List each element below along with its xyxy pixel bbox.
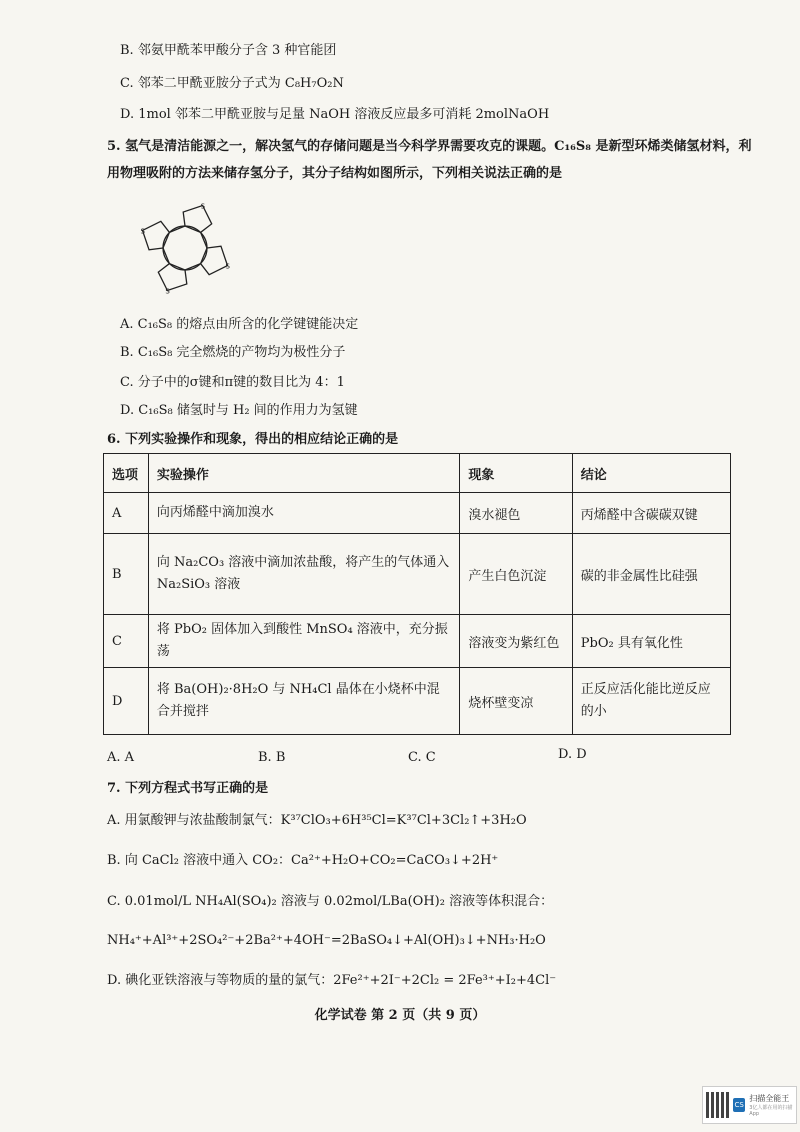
experiment-table <box>103 453 731 735</box>
header-option: 选项 <box>104 454 149 493</box>
q7-option-b: B. 向 CaCl₂ 溶液中通入 CO₂：Ca²⁺+H₂O+CO₂=CaCO₃↓+2H⁺ <box>107 853 499 868</box>
header-phenomenon: 现象 <box>460 454 572 493</box>
row-conclusion: 丙烯醛中含碳碳双键 <box>572 493 730 534</box>
row-phenomenon: 烧杯壁变凉 <box>460 668 572 735</box>
q5-option-c: C. 分子中的σ键和π键的数目比为 4：1 <box>120 375 345 390</box>
watermark-subtitle: 3亿人都在用的扫描App <box>749 1104 793 1117</box>
q6-answer-d: D. D <box>558 747 587 762</box>
q4-option-d: D. 1mol 邻苯二甲酰亚胺与足量 NaOH 溶液反应最多可消耗 2molNaOH <box>120 107 550 122</box>
row-option: A <box>104 493 149 534</box>
row-conclusion: PbO₂ 具有氧化性 <box>572 615 730 668</box>
q7-stem: 7. 下列方程式书写正确的是 <box>107 781 269 796</box>
q4-option-c: C. 邻苯二甲酰亚胺分子式为 C₈H₇O₂N <box>120 76 344 91</box>
q6-answer-c: C. C <box>408 750 436 765</box>
thiophene-ring <box>140 221 170 249</box>
q7-option-c-line2: NH₄⁺+Al³⁺+2SO₄²⁻+2Ba²⁺+4OH⁻=2BaSO₄↓+Al(OH)₃↓+NH₃·H₂O <box>107 933 546 948</box>
row-phenomenon: 溶液变为紫红色 <box>460 615 572 668</box>
c16s8-structure-diagram <box>130 193 240 303</box>
row-conclusion: 正反应活化能比逆反应的小 <box>572 668 730 735</box>
header-operation: 实验操作 <box>148 454 460 493</box>
q5-option-d: D. C₁₆S₈ 储氢时与 H₂ 间的作用力为氢键 <box>120 403 358 418</box>
sulfur-label: S <box>200 202 206 211</box>
q5-stem-line1: 5. 氢气是清洁能源之一，解决氢气的存储问题是当今科学界需要攻克的课题。C₁₆S₈ 是新型环烯类储氢材料，利 <box>107 139 752 154</box>
row-option: C <box>104 615 149 668</box>
row-operation: 将 Ba(OH)₂·8H₂O 与 NH₄Cl 晶体在小烧杯中混合并搅拌 <box>148 668 460 735</box>
page-footer: 化学试卷 第 2 页（共 9 页） <box>314 1008 486 1023</box>
header-conclusion: 结论 <box>572 454 730 493</box>
row-phenomenon: 产生白色沉淀 <box>460 534 572 615</box>
sulfur-label: S <box>165 287 170 296</box>
table-row <box>104 615 731 668</box>
q7-option-c-line1: C. 0.01mol/L NH₄Al(SO₄)₂ 溶液与 0.02mol/LBa(OH)₂ 溶液等体积混合： <box>107 894 554 909</box>
q5-stem-line2: 用物理吸附的方法来储存氢分子，其分子结构如图所示，下列相关说法正确的是 <box>107 166 563 181</box>
thiophene-ring <box>158 264 186 291</box>
watermark-title: 扫描全能王 <box>749 1093 790 1103</box>
row-phenomenon: 溴水褪色 <box>460 493 572 534</box>
table-row <box>104 493 731 534</box>
q6-stem: 6. 下列实验操作和现象，得出的相应结论正确的是 <box>107 432 399 447</box>
q5-option-a: A. C₁₆S₈ 的熔点由所含的化学键键能决定 <box>120 317 359 332</box>
row-operation: 将 PbO₂ 固体加入到酸性 MnSO₄ 溶液中，充分振荡 <box>148 615 460 668</box>
sulfur-label: S <box>140 227 145 236</box>
camscanner-logo-icon: CS <box>733 1098 745 1112</box>
table-row <box>104 534 731 615</box>
row-operation: 向 Na₂CO₃ 溶液中滴加浓盐酸，将产生的气体通入 Na₂SiO₃ 溶液 <box>148 534 460 615</box>
row-operation: 向丙烯醛中滴加溴水 <box>148 493 460 534</box>
thiophene-ring <box>183 206 211 233</box>
q7-option-d: D. 碘化亚铁溶液与等物质的量的氯气：2Fe²⁺+2I⁻+2Cl₂ = 2Fe³⁺+I₂+4Cl⁻ <box>107 973 557 988</box>
q7-option-a: A. 用氯酸钾与浓盐酸制氯气：K³⁷ClO₃+6H³⁵Cl=K³⁷Cl+3Cl₂↑+3H₂O <box>107 813 527 828</box>
qr-code-icon <box>706 1092 729 1118</box>
scanner-watermark <box>702 1086 797 1124</box>
table-row <box>104 668 731 735</box>
thiophene-ring <box>201 246 228 274</box>
q5-option-b: B. C₁₆S₈ 完全燃烧的产物均为极性分子 <box>120 345 346 360</box>
q6-answer-b: B. B <box>258 750 286 765</box>
sulfur-label: S <box>225 262 230 271</box>
q4-option-b: B. 邻氨甲酰苯甲酸分子含 3 种官能团 <box>120 43 337 58</box>
row-conclusion: 碳的非金属性比硅强 <box>572 534 730 615</box>
row-option: D <box>104 668 149 735</box>
row-option: B <box>104 534 149 615</box>
q6-answer-a: A. A <box>107 750 135 765</box>
table-header-row <box>104 454 731 493</box>
